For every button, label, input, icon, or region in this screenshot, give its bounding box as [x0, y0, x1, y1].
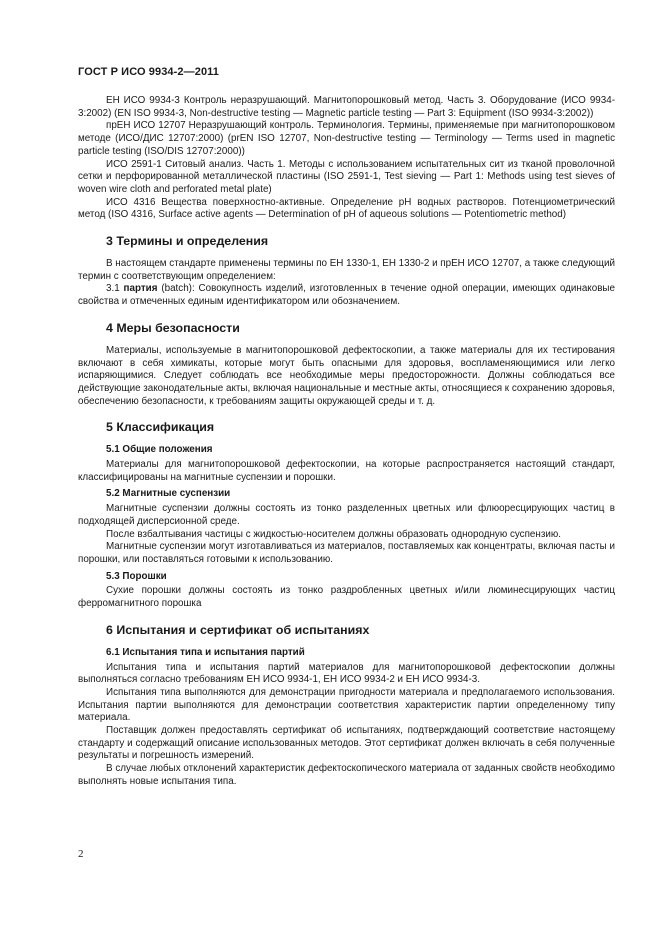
subsection-5-1-heading: 5.1 Общие положения [106, 444, 213, 456]
document-body [78, 95, 615, 789]
subsection-5-3-heading: 5.3 Порошки [106, 570, 167, 582]
section-5-2-paragraph-1: Магнитные суспензии должны состоять из тонко разделенных цветных или флюоресцирующих частиц в подходящей дисперсионной среде. [78, 503, 615, 527]
term-number: 3.1 [106, 283, 120, 295]
subsection-5-2-heading: 5.2 Магнитные суспензии [106, 488, 231, 500]
section-3-paragraph: В настоящем стандарте применены термины по ЕН 1330-1, ЕН 1330-2 и прЕН ИСО 12707, а также следующий термин с соответствующим определением: [78, 258, 615, 282]
term-text: (batch): Совокупность изделий, изготовленных в течение одной операции, имеющих одинаковые свойства и отмеченных единым идентификатором или обозначением. [78, 283, 615, 308]
reference-pren-iso-12707: прЕН ИСО 12707 Неразрушающий контроль. Терминология. Термины, применяемые при магнитопорошковом методе (ИСО/ДИС 12707:2000) (prEN ISO 12707, Non-destructive testing — Terminology — Terms used in magnetic particle testing (ISO/DIS 12707:2000)) [78, 120, 615, 157]
section-5-3-paragraph: Сухие порошки должны состоять из тонко раздробленных цветных и/или люминесцирующих частиц ферромагнитного порошка [78, 585, 615, 610]
section-6-1-paragraph-3: Поставщик должен предоставлять сертификат об испытаниях, подтверждающий соответствие настоящему стандарту и содержащий описание использованных методов. Этот сертификат должен включать в себя полученные результаты и погрешность измерений. [78, 725, 615, 762]
section-5-1-paragraph: Материалы для магнитопорошковой дефектоскопии, на которые распространяется настоящий стандарт, классифицированы на магнитные суспензии и порошки. [78, 459, 615, 483]
reference-iso-2591-1: ИСО 2591-1 Ситовый анализ. Часть 1. Методы с использованием испытательных сит из тканой проволочной сетки и перфорированной металлической пластины (ISO 2591-1, Test sieving — Part 1: Methods using test sieves of woven wire cloth and perforated metal plate) [78, 158, 615, 195]
term-definition [78, 283, 615, 308]
section-5-2-paragraph-2: После взбалтывания частицы с жидкостью-носителем должны образовать однородную суспензию. [106, 528, 561, 540]
section-4-heading: 4 Меры безопасности [106, 320, 240, 335]
section-5-heading: 5 Классификация [106, 420, 215, 435]
section-6-1-paragraph-1: Испытания типа и испытания партий материалов для магнитопорошковой дефектоскопии должны выполняться согласно требованиям ЕН ИСО 9934-1, ЕН ИСО 9934-2 и ЕН ИСО 9934-3. [78, 661, 615, 686]
reference-en-iso-9934-3: ЕН ИСО 9934-3 Контроль неразрушающий. Магнитопорошковый метод. Часть 3. Оборудование (ИСО 9934-3:2002) (EN ISO 9934-3, Non-destructive testing — Magnetic particle testing — Part 3: Equipment (ISO 9934-3:2002)) [78, 95, 615, 119]
page-number: 2 [78, 848, 84, 860]
section-4-paragraph: Материалы, используемые в магнитопорошковой дефектоскопии, а также материалы для их тестирования включают в себя химикаты, которые могут быть опасными для здоровья, воспламеняющимися или легко испаряющимися. Следует соблюдать все необходимые меры предосторожности. Должны соблюдаться все действующие законодательные акты, включая национальные и местные акты, относящиеся к сохранению здоровья, обеспечению безопасности, к требованиям защиты окружающей среды и т. д. [78, 344, 615, 407]
term-name: партия [123, 283, 158, 295]
section-6-heading: 6 Испытания и сертификат об испытаниях [106, 622, 370, 637]
subsection-6-1-heading: 6.1 Испытания типа и испытания партий [106, 646, 305, 658]
section-3-heading: 3 Термины и определения [106, 234, 269, 249]
section-6-1-paragraph-4: В случае любых отклонений характеристик дефектоскопического материала от заданных свойств необходимо выполнять новые испытания типа. [78, 763, 615, 787]
section-5-2-paragraph-3: Магнитные суспензии могут изготавливаться из материалов, поставляемых как концентраты, включая пасты и порошки, или поставляться готовыми к использованию. [78, 541, 615, 565]
section-6-1-paragraph-2: Испытания типа выполняются для демонстрации пригодности материала и предполагаемого использования. Испытания партии выполняются для демонстрации соответствия характеристик партии определенному типу материала. [78, 686, 615, 724]
reference-iso-4316: ИСО 4316 Вещества поверхностно-активные. Определение pH водных растворов. Потенциометрический метод (ISO 4316, Surface active agents — Determination of pH of aqueous solutions — Potentiometric method) [78, 196, 615, 221]
document-header: ГОСТ Р ИСО 9934-2—2011 [78, 66, 219, 78]
